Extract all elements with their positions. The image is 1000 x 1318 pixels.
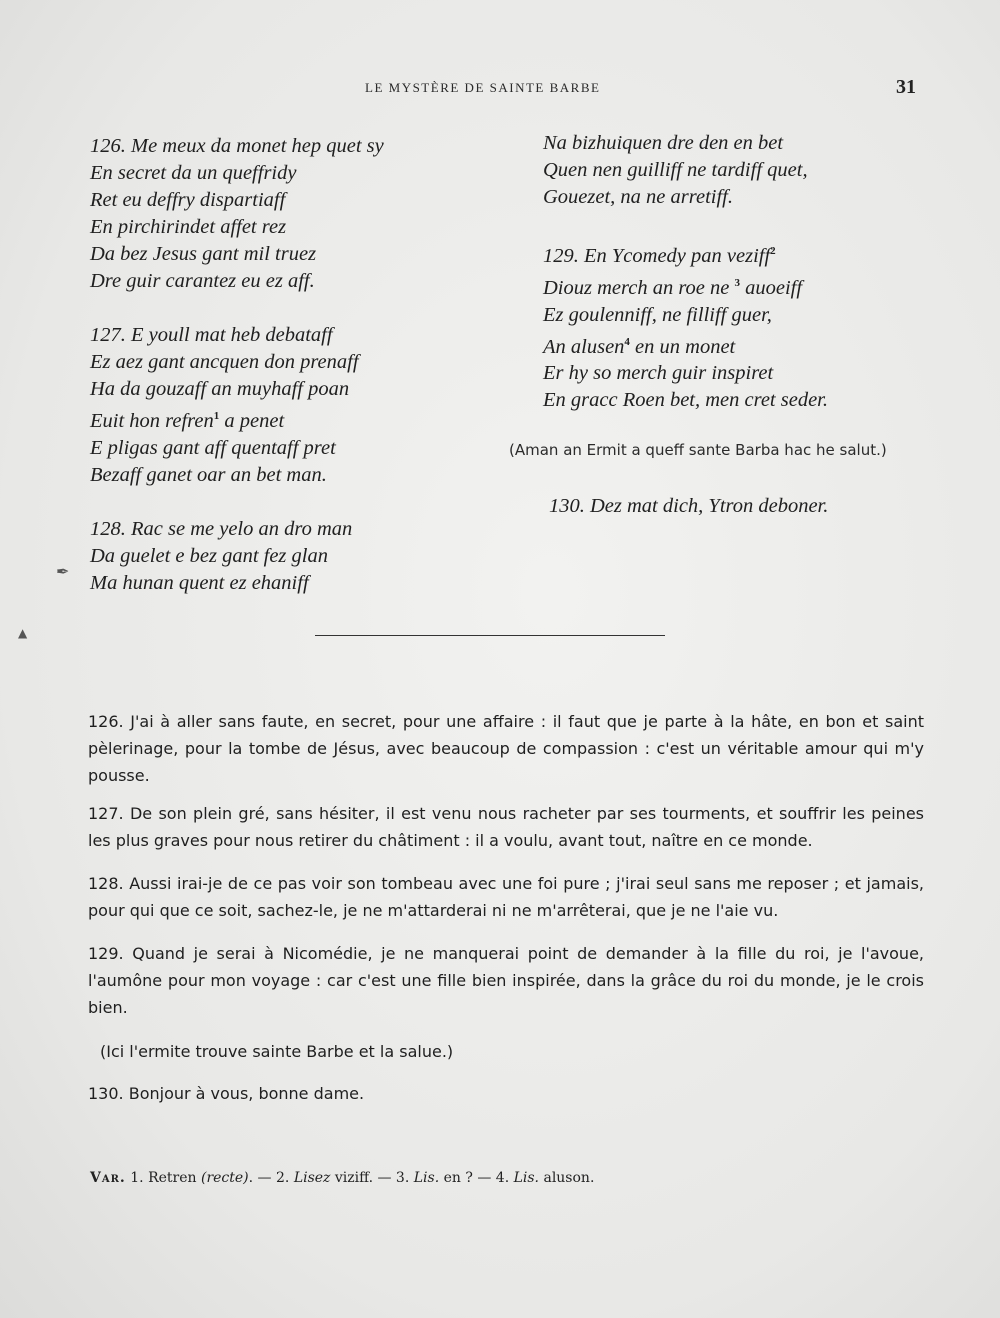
verse-line: Da bez Jesus gant mil truez [90,243,317,265]
verse-line: Ez goulenniff, ne filliff guer, [543,303,772,326]
translation-paragraph-129: 129. Quand je serai à Nicomédie, je ne manquerai point de demander à la fille du roi, je l'avoue, l'aumône pour mon voyage : car c'est une fille bien inspirée, dans la grâce du roi du monde, je le crois bien. [88,944,924,1017]
verse-line: Bezaff ganet oar an bet man. [90,463,327,486]
margin-mark: ▲ [18,626,28,640]
footnote-marker: 3 [734,276,740,289]
verse-text: Euit hon refren [90,409,214,432]
footnote-marker: 2 [770,245,776,257]
verse-line: En pirchirindet affet rez [90,216,287,238]
translation-paragraph-130: 130. Bonjour à vous, bonne dame. [88,1084,365,1103]
stanza-128 [90,516,490,597]
variant-italic: (recte) [200,1170,249,1186]
page-header [0,76,1000,100]
variants-label: Var. [90,1170,126,1186]
verse-line: Ez aez gant ancquen don prenaff [90,351,359,373]
verse-line: Ha da gouzaff an muyhaff poan [90,378,350,400]
verse-line [543,238,963,270]
variant-text: en ? — 4. [443,1170,510,1186]
variant-italic: Lis. [513,1170,540,1186]
verse-text: en un monet [635,335,736,358]
variant-italic: Lisez [293,1170,331,1186]
verse-line: 127. E youll mat heb debataff [90,324,333,346]
breton-verse-left-column [90,133,490,624]
verse-line: Na bizhuiquen dre den en bet [543,132,784,154]
variant-text: . — 2. [248,1170,290,1186]
verse-line [543,329,963,361]
verse-line: 126. Me meux da monet hep quet sy [90,135,384,157]
variant-text: aluson. [543,1170,595,1186]
verse-line: Er hy so merch guir inspiret [543,362,774,385]
footnote-marker: 1 [213,410,220,422]
breton-verse-right-column [509,130,963,547]
verse-text: 129. En Ycomedy pan veziff [543,244,771,267]
verse-line: 128. Rac se me yelo an dro man [90,517,353,540]
translation-paragraph-127: 127. De son plein gré, sans hésiter, il est venu nous racheter par ses tourments, et souffrir les peines les plus graves pour nous retirer du châtiment : il a voulu, avant tout, naître en ce monde. [88,804,924,850]
verse-text: An alusen [543,335,625,358]
translation-stage-note: (Ici l'ermite trouve sainte Barbe et la salue.) [100,1042,454,1061]
verse-line: Dre guir carantez eu ez aff. [90,270,315,292]
variant-text: 1. Retren [130,1170,197,1186]
stanza-126 [90,133,490,295]
verse-text: Diouz merch an roe ne [543,276,730,299]
running-title: LE MYSTÈRE DE SAINTE BARBE [365,80,601,95]
verse-line: En secret da un queffridy [90,162,297,184]
verse-line: E pligas gant aff quentaff pret [90,436,336,459]
verse-text: auoeiff [745,276,803,299]
verse-text: a penet [224,409,285,432]
verse-line: Ma hunan quent ez ehaniff [90,571,309,594]
translation-paragraph-126: 126. J'ai à aller sans faute, en secret, pour une affaire : il faut que je parte à la hâte, en bon et saint pèlerinage, pour la tombe de Jésus, avec beaucoup de compassion : c'est un véritable amour qui m'y pousse. [88,712,924,785]
page-number: 31 [896,76,916,98]
verse-line: Quen nen guilliff ne tardiff quet, [543,159,808,181]
margin-mark: ✒ [56,562,70,581]
stanza-130 [543,493,963,520]
section-divider [315,635,665,636]
verse-line [543,270,963,302]
verse-line: Gouezet, na ne arretiff. [543,186,733,208]
verse-line: En gracc Roen bet, men cret seder. [543,389,829,412]
variant-italic: Lis. [413,1170,440,1186]
variant-text: viziff. — 3. [334,1170,410,1186]
verse-line: Da guelet e bez gant fez glan [90,544,328,567]
verse-line [90,403,490,435]
variant-readings-footnote [90,1170,594,1186]
translation-paragraph-128: 128. Aussi irai-je de ce pas voir son tombeau avec une foi pure ; j'irai seul sans me reposer ; et jamais, pour qui que ce soit, sachez-le, je ne m'attarderai ni ne m'arrêterai, que je ne l'aie vu. [88,874,924,920]
stanza-128-continued [543,130,963,211]
verse-line: Ret eu deffry dispartiaff [90,189,286,211]
stanza-127 [90,322,490,489]
verse-line: 130. Dez mat dich, Ytron deboner. [549,495,829,518]
footnote-marker: 4 [624,335,630,348]
stanza-129 [543,238,963,414]
stage-direction: (Aman an Ermit a queff sante Barba hac he salut.) [509,441,887,460]
